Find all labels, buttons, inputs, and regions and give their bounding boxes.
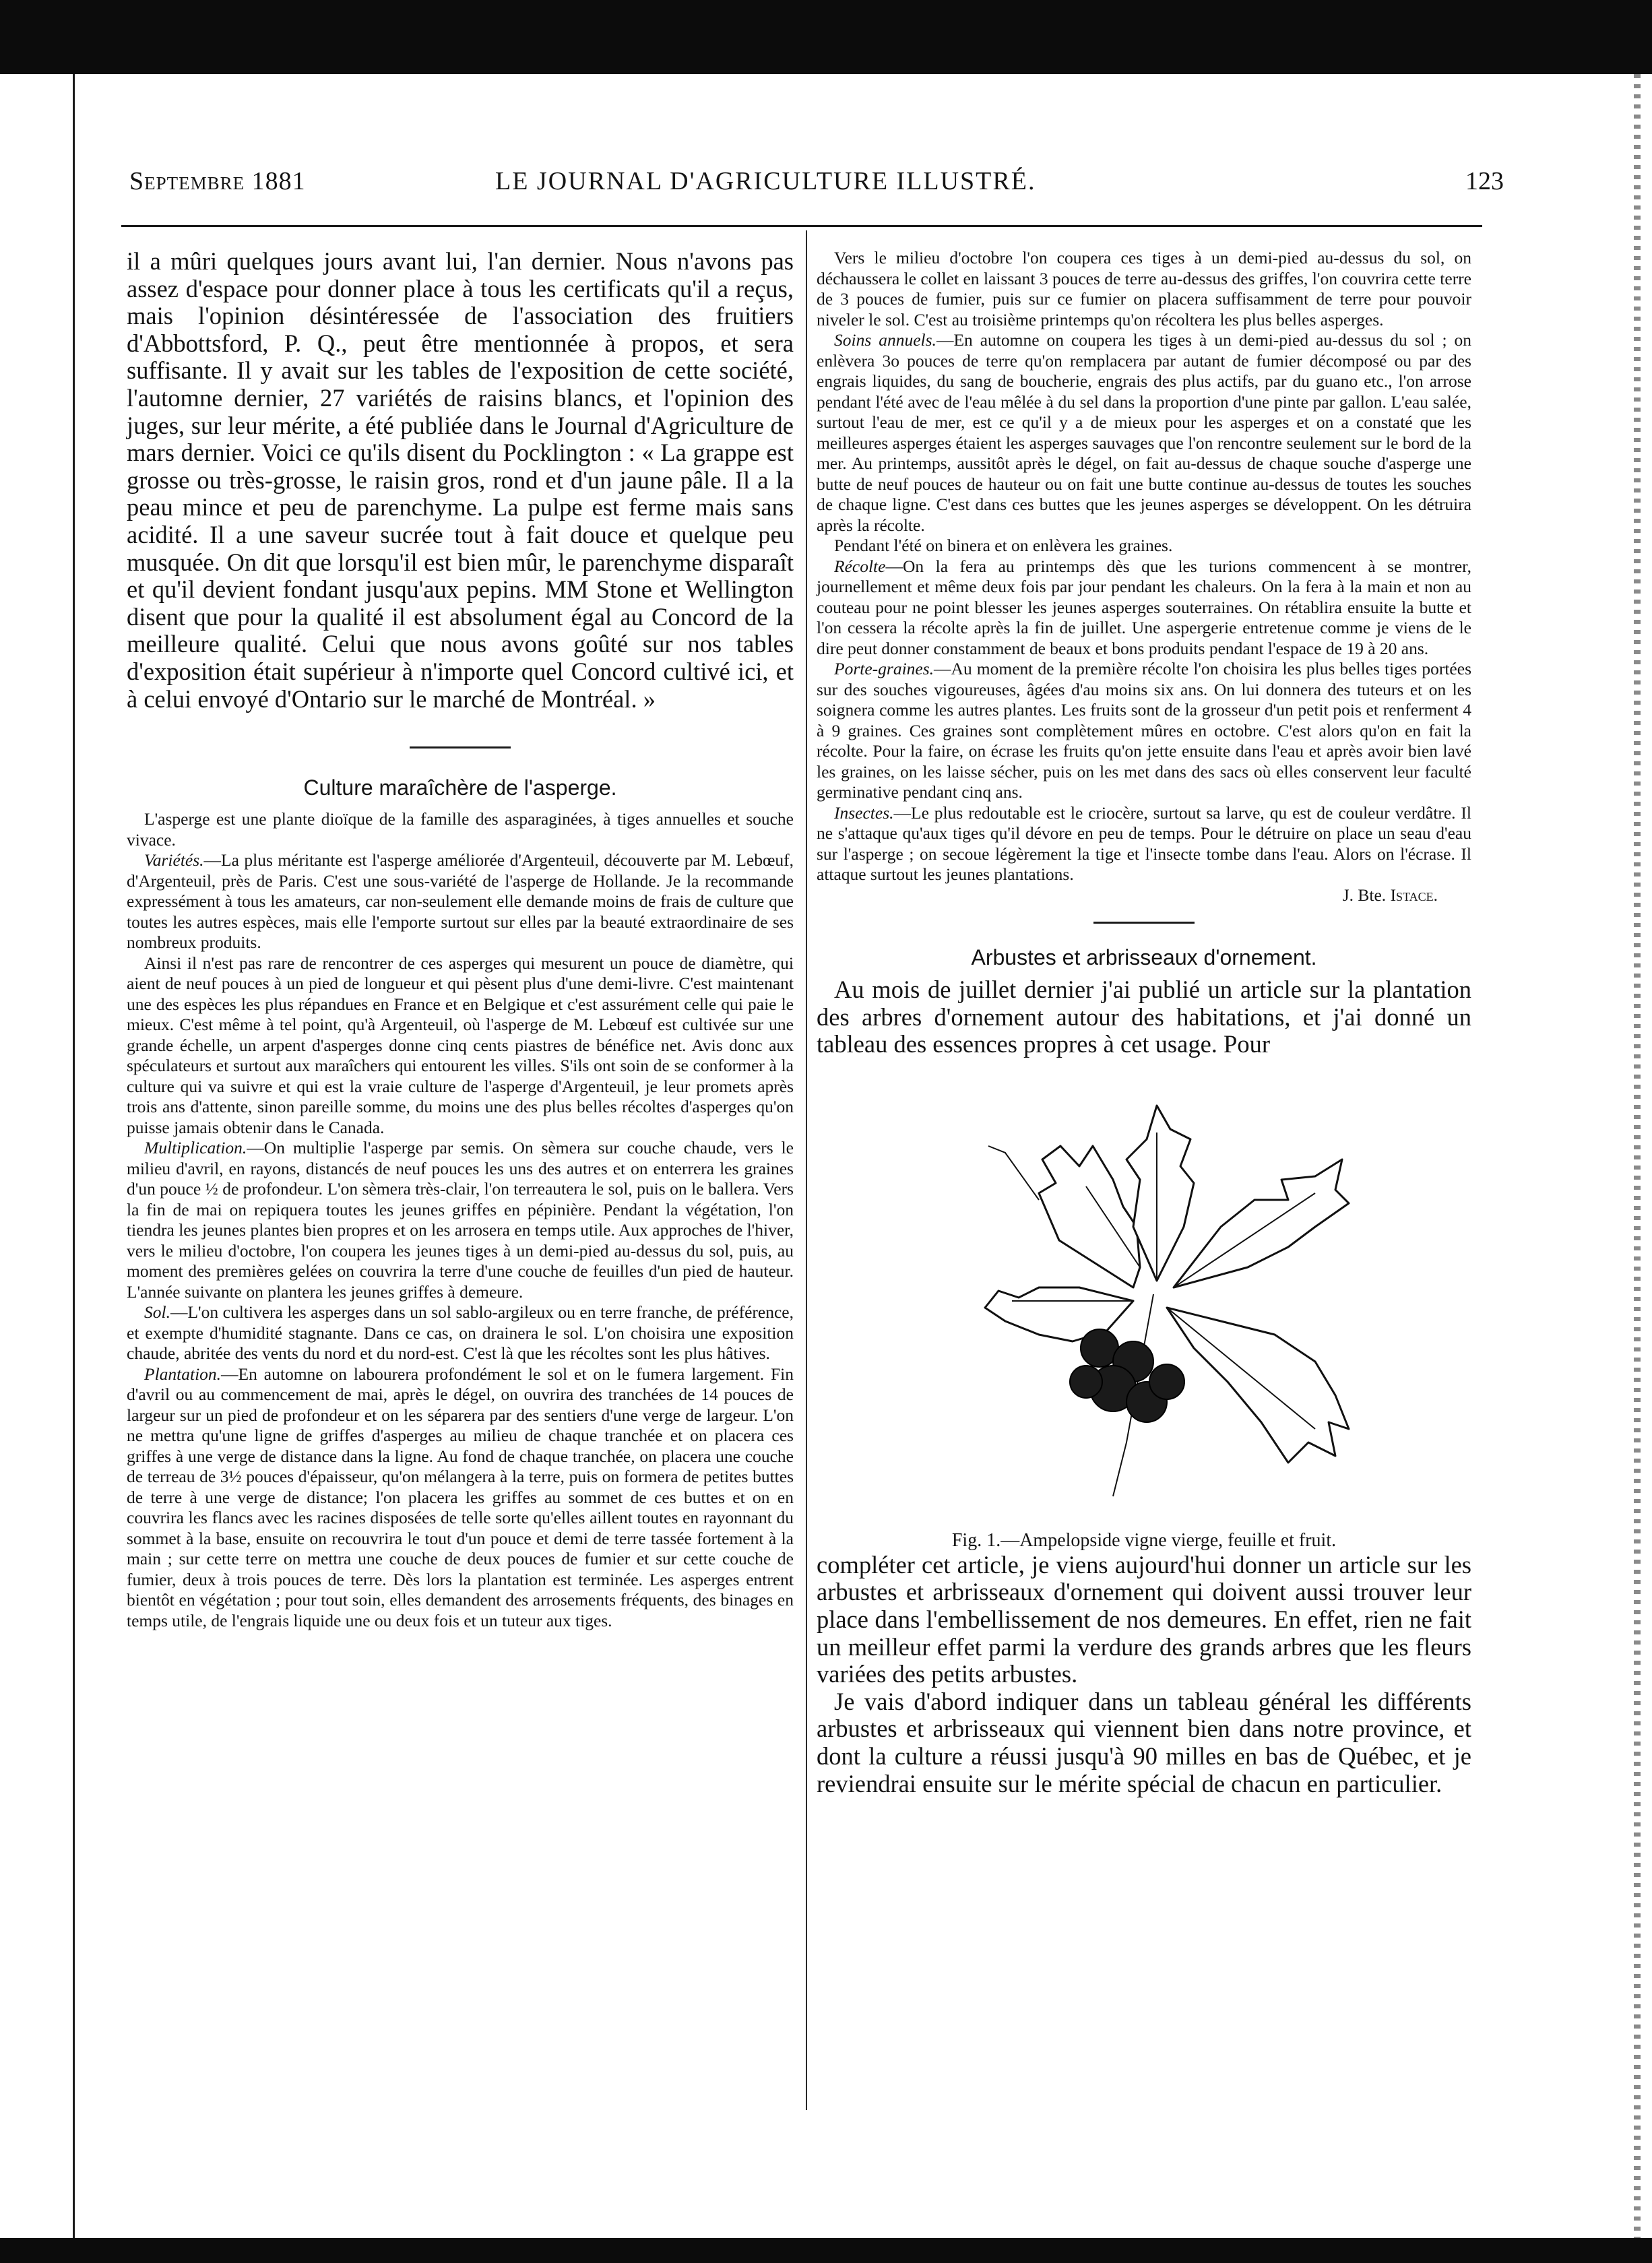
header-title: LE JOURNAL D'AGRICULTURE ILLUSTRÉ. [495, 167, 1036, 195]
arbustes-paragraph: Je vais d'abord indiquer dans un tableau général les différents arbustes et arbrisseaux qui viennent bien dans notre province, et dont la culture a réussi jusqu'à 90 milles en bas de Québec, et je reviendrai ensuite sur le mérite spécial de chacun en particulier. [817, 1687, 1471, 1797]
grape-article-paragraph: il a mûri quelques jours avant lui, l'an dernier. Nous n'avons pas assez d'espace pour donner place à tous les certificats qu'il a reçus, mais l'opinion désintéressée de l'association des fruitiers d'Abbottsford, P. Q., peut être mentionnée à propos, et sera suffisante. Il y avait sur les tables de l'exposition de cette société, l'automne dernier, 27 variétés de raisins blancs, et l'opinion des juges, sur leur mérite, a été publiée dans le Journal d'Agriculture de mars dernier. Voici ce qu'ils disent du Pocklington : « La grappe est grosse ou très-grosse, le raisin gros, rond et d'un jaune pâle. Il a la peau mince et peu de parenchyme. La pulpe est ferme mais sans acidité. Il a une saveur sucrée tout à fait douce et quelque peu musquée. On dit que lorsqu'il est bien mûr, le parenchyme disparaît et qu'il devient fondant jusqu'aux pepins. MM Stone et Wellington disent que pour la qualité il est absolument égal au Concord de la meilleure qualité. Celui que nous avons goûté sur nos tables d'exposition était supérieur à n'importe quel Concord cultivé ici, et à celui envoyé d'Ontario sur le marché de Montréal. » [127, 247, 794, 713]
figure-caption: Fig. 1.—Ampelopside vigne vierge, feuille et fruit. [951, 1529, 1337, 1551]
running-header [121, 164, 1502, 205]
asperge-paragraph: Soins annuels.—En automne on coupera les tiges à un demi-pied au-dessus du sol ; on enlèvera 3o pouces de terre qu'on remplacera par autant de fumier décomposé ou par des engrais liquides, du sang de boucherie, engrais des plus actifs, par du guano etc., l'on arrose pendant l'été avec de l'eau mêlée à du sel dans la proportion d'une pinte par gallon. L'eau salée, surtout l'eau de mer, est ce qu'il y a de mieux pour les asperges et on a constaté que les meilleures asperges étaient les asperges sauvages que l'on rencontre seulement sur le bord de la mer. Au printemps, aussitôt après le dégel, on fait au-dessus de chaque souche d'asperge une butte de neuf pouces de hauteur ou on fait une butte continue au-dessus de toutes les souches de chaque ligne. C'est dans ces buttes que les jeunes asperges se développent. On les détruira après la récolte. [817, 330, 1471, 535]
leaflet-upper-left [1039, 1146, 1140, 1287]
header-rule [121, 225, 1482, 227]
scan-bottom-border [0, 2238, 1652, 2263]
asperge-paragraph: L'asperge est une plante dioïque de la famille des asparaginées, à tiges annuelles et souche vivace. [127, 809, 794, 850]
asperge-paragraph: Sol.—L'on cultivera les asperges dans un sol sablo-argileux ou en terre franche, de préférence, et exempte d'humidité stagnante. Dans ce cas, on drainera le sol. L'on choisira une exposition chaude, abritée des vents du nord et du nord-est. C'est là que les récoltes sont les plus hâtives. [127, 1302, 794, 1364]
asperge-paragraph: Insectes.—Le plus redoutable est le criocère, surtout sa larve, qu est de couleur verdâtre. Il ne s'attaque qu'aux tiges qu'il dévore en peu de temps. Pour le détruire on place un seau d'eau sur l'asperge ; on secoue légèrement la tige et l'insecte tombe dans l'eau. Alors on l'écrase. Il attaque surtout les jeunes plantations. [817, 802, 1471, 884]
scan-right-edge [1634, 74, 1641, 2238]
virginia-creeper-illustration [817, 1065, 1497, 1523]
section-divider [1093, 922, 1195, 924]
asperge-paragraph: Plantation.—En automne on labourera profondément le sol et on le fumera largement. Fin d'avril ou au commencement de mai, après le dégel, on ouvrira des tranchées de 14 pouces de largeur sur un pied de profondeur et on les séparera par des sentiers d'une verge de largeur. L'on ne mettra qu'une ligne de griffes d'asperges au milieu de chaque tranchée et on placera ces griffes à une verge de distance dans la ligne. Au fond de chaque tranchée, on placera une couche de terreau de 3½ pouces d'épaisseur, qu'on mélangera à la terre, puis on formera de petites buttes de terre à une verge de distance; l'on placera les griffes au sommet de ces buttes et on en couvrira les flancs avec les racines disposées de telle sorte qu'elles aillent toutes en rayonnant du sommet à la base, ensuite on recouvrira le tout d'un pouce et demi de terre tassée fortement à la main ; sur cette terre on mettra une couche de deux pouces de fumier et sur cette couche de fumier, deux à trois pouces de terre. Dès lors la plantation est terminée. Les asperges entrent bientôt en végétation ; pour tout soin, elles demandent des arrosements fréquents, des binages en temps utile, de l'engrais liquide une ou deux fois et un tuteur aux tiges. [127, 1364, 794, 1630]
leaflet-bottom-right [1167, 1308, 1349, 1463]
header-page-number: 123 [1465, 167, 1504, 195]
column-divider [806, 230, 807, 2110]
leaflet-upper-right [1174, 1159, 1349, 1287]
section-divider [410, 746, 511, 748]
author-signature: J. Bte. Istace. [1342, 885, 1438, 905]
asperge-paragraph: Variétés.—La plus méritante est l'asperge améliorée d'Argenteuil, découverte par M. Lebœuf, d'Argenteuil, près de Paris. C'est une sous-variété de l'asperge de Hollande. Je la recommande expressément à tous les amateurs, car non-seulement elle demande moins de frais de culture que toutes les autres espèces, mais elle l'emporte surtout sur elles par la beauté extraordinaire de ses nombreux produits. [127, 850, 794, 953]
arbustes-intro: Au mois de juillet dernier j'ai publié un article sur la plantation des arbres d'ornement autour des habitations, et j'ai donné un tableau des essences propres à cet usage. Pour [817, 976, 1471, 1058]
right-column [817, 248, 1471, 1797]
asperge-paragraph: Ainsi il n'est pas rare de rencontrer de ces asperges qui mesurent un pouce de diamètre, qui aient de neuf pouces à un pied de longueur et qui pèsent plus d'une demi-livre. C'est maintenant une des espèces les plus répandues en France et en Belgique et c'est assurément celle qui paie le mieux. C'est même à tel point, qu'à Argenteuil, où l'asperge de M. Lebœuf est cultivée sur une grande échelle, un arpent d'asperges donne cinq cents piastres de bénéfice net. Avis donc aux spéculateurs et surtout aux maraîchers qui entourent les villes. S'ils ont soin de se conformer à la culture qui va suivre et qui est la vraie culture de l'asperge d'Argenteuil, je leur promets après trois ans d'attente, sinon pareille somme, du moins une des plus belles récoltes d'asperges qu'on puisse jamais obtenir dans le Canada. [127, 953, 794, 1137]
header-date: Septembre 1881 [129, 167, 306, 195]
scan-top-border [0, 0, 1652, 74]
berry [1070, 1366, 1102, 1398]
asperge-paragraph: Récolte—On la fera au printemps dès que les turions commencent à se montrer, journellement et même deux fois par jour pendant les chaleurs. On la fera à la main et non au couteau pour ne point blesser les jeunes asperges souterraines. On rétablira ensuite la butte et l'on cessera la récolte après la fin de juillet. Une aspergerie entretenue comme je viens de le dire peut donner constamment de beaux et bons produits pendant l'espace de 19 à 20 ans. [817, 556, 1471, 658]
left-column [127, 248, 794, 1631]
asperge-paragraph: Vers le milieu d'octobre l'on coupera ces tiges à un demi-pied au-dessus du sol, on déchaussera le collet en laissant 3 pouces de terre au-dessus des griffes, l'on couvrira cette terre de 3 pouces de fumier, puis sur ce fumier on placera suffisamment de terre pour pouvoir niveler le sol. C'est au troisième printemps qu'on récoltera les plus belles asperges. [817, 248, 1471, 329]
asperge-paragraph: Porte-graines.—Au moment de la première récolte l'on choisira les plus belles tiges portées sur des souches vigoureuses, âgées d'au moins six ans. On lui donnera des tuteurs et on les soignera comme les autres plantes. Les fruits sont de la grosseur d'un petit pois et renferment 4 à 9 graines. Ces graines sont complètement mûres en octobre. C'est alors qu'on en fait la récolte. Pour la faire, on écrase les fruits qu'on jette ensuite dans l'eau et après avoir bien lavé les graines, on les laisse sécher, puis on les met dans des sacs où elles conservent leur faculté germinative pendant cinq ans. [817, 659, 1471, 802]
page-left-edge [73, 74, 75, 2238]
asperge-heading: Culture maraîchère de l'asperge. [303, 775, 617, 800]
asperge-paragraph: Pendant l'été on binera et on enlèvera les graines. [834, 536, 1173, 555]
arbustes-heading: Arbustes et arbrisseaux d'ornement. [971, 945, 1317, 969]
arbustes-paragraph: compléter cet article, je viens aujourd'hui donner un article sur les arbustes et arbrisseaux d'ornement qui doivent aussi trouver leur place dans l'embellissement de nos demeures. En effet, rien ne fait un meilleur effet parmi la verdure des grands arbres que les fleurs variées des petits arbustes. [817, 1550, 1471, 1688]
berry [1149, 1364, 1184, 1399]
asperge-paragraph: Multiplication.—On multiplie l'asperge par semis. On sèmera sur couche chaude, vers le milieu d'avril, en rayons, distancés de neuf pouces les uns des autres et on enterrera les graines d'un pouce ½ de profondeur. L'on sèmera très-clair, l'on terreautera le sol, puis on le ballera. Vers la fin de mai on repiquera toutes les jeunes griffes en pépinière. Pendant la végétation, l'on tiendra les jeunes plantes bien propres et on les arrosera en temps utile. Aux approches de l'hiver, vers le milieu d'octobre, l'on coupera les jeunes tiges à un demi-pied au-dessus du sol, puis, au moment des premières gelées on couvrira la terre d'une couche de feuilles d'un pied de hauteur. L'année suivante on plantera les jeunes griffes à demeure. [127, 1138, 794, 1302]
